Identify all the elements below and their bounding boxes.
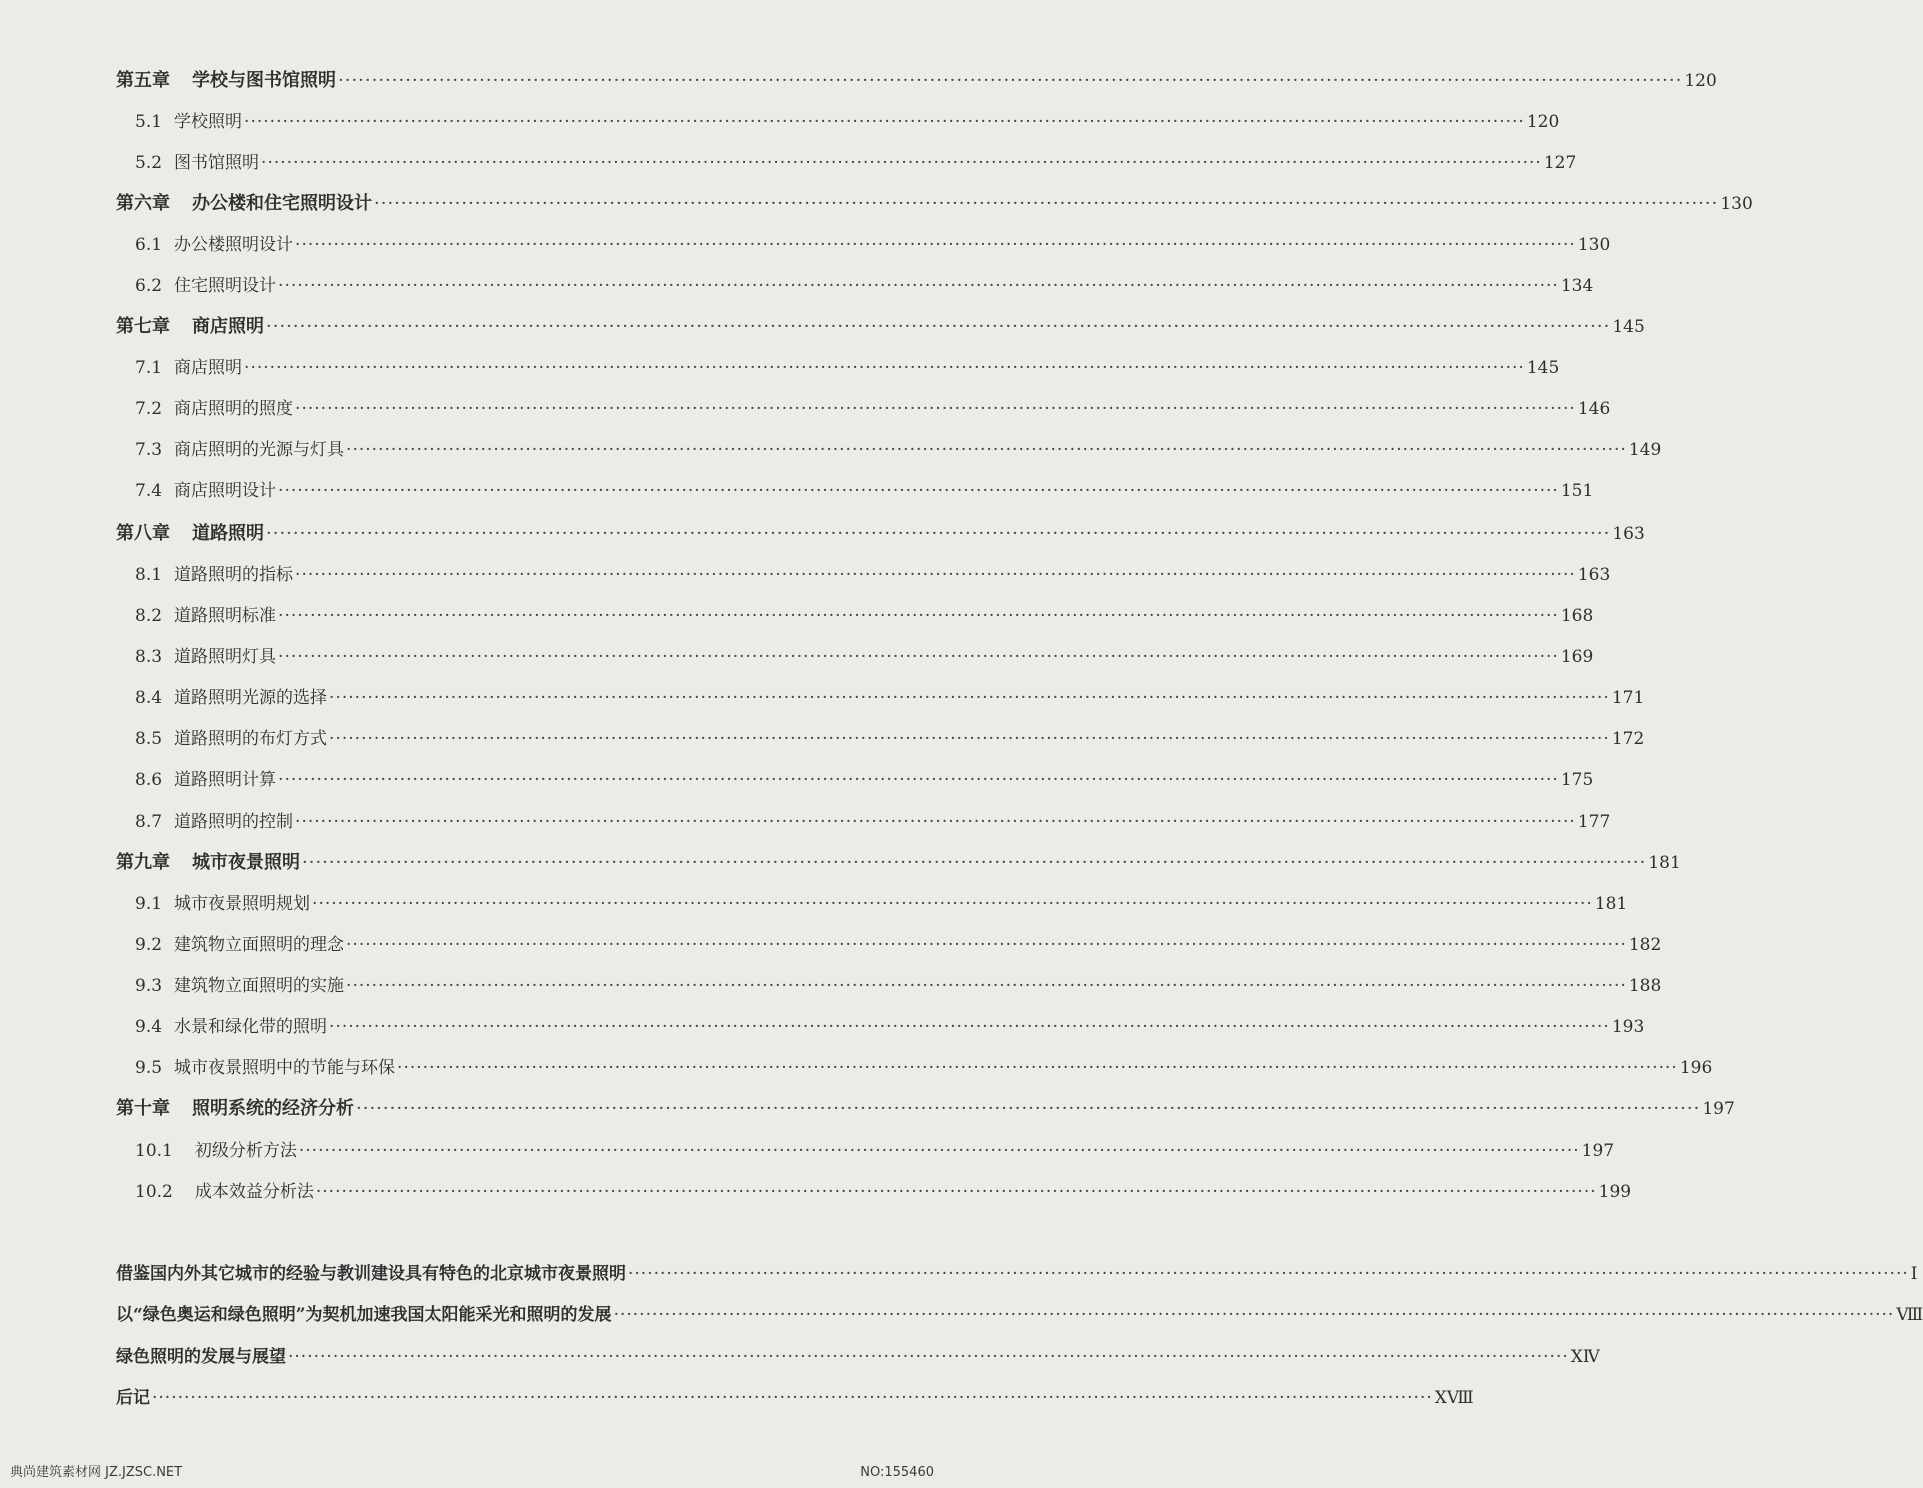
toc-entry-number: 6.1: [135, 235, 163, 255]
toc-dot-leader: ········································································································································································································: [315, 1182, 1597, 1202]
toc-dot-leader: ········································································································································································································: [628, 1264, 1909, 1284]
toc-entry-number: 7.2: [135, 399, 163, 419]
toc-dot-leader: ········································································································································································································: [312, 894, 1593, 914]
toc-page-number: 177: [1577, 812, 1611, 832]
toc-dot-leader: ········································································································································································································: [298, 1141, 1580, 1161]
toc-dot-leader: ········································································································································································································: [346, 440, 1627, 460]
toc-appendix-entry: [116, 1340, 1600, 1374]
toc-dot-leader: ········································································································································································································: [302, 852, 1647, 873]
toc-dot-leader: ········································································································································································································: [329, 688, 1610, 708]
toc-dot-leader: ········································································································································································································: [244, 358, 1525, 378]
toc-chapter-entry: [116, 517, 1645, 551]
toc-page-number: 145: [1612, 317, 1645, 337]
toc-entry-title: 学校照明: [174, 112, 243, 132]
toc-dot-leader: ········································································································································································································: [295, 235, 1576, 255]
toc-entry-title: 住宅照明设计: [174, 276, 277, 296]
toc-section-entry: [135, 474, 1594, 508]
toc-page-number: 130: [1577, 235, 1611, 255]
toc-chapter-entry: [116, 846, 1681, 880]
toc-entry-number: 第八章: [116, 523, 170, 544]
toc-page-number: 149: [1628, 440, 1662, 460]
toc-entry-title: 以“绿色奥运和绿色照明”为契机加速我国太阳能采光和照明的发展: [116, 1305, 612, 1325]
toc-entry-title: 城市夜景照明: [192, 852, 300, 873]
toc-page-number: 146: [1577, 399, 1611, 419]
toc-page-number: 171: [1611, 688, 1645, 708]
toc-section-entry: [135, 805, 1611, 839]
toc-section-entry: [135, 392, 1611, 426]
toc-section-entry: [135, 1051, 1713, 1085]
toc-page-number: 196: [1679, 1058, 1713, 1078]
toc-section-entry: [135, 558, 1611, 592]
toc-entry-number: 8.3: [135, 647, 163, 667]
toc-page-number: 181: [1594, 894, 1628, 914]
toc-page-number: 120: [1684, 71, 1717, 91]
toc-section-entry: [135, 146, 1577, 180]
toc-page-number: 197: [1581, 1141, 1615, 1161]
toc-chapter-entry: [116, 187, 1753, 221]
toc-entry-title: 办公楼照明设计: [174, 235, 294, 255]
watermark-site: 典尚建筑素材网 JZ.JZSC.NET: [10, 1465, 183, 1480]
toc-page-number: 163: [1612, 524, 1645, 544]
toc-section-entry: [135, 763, 1594, 797]
toc-chapter-entry: [116, 1092, 1735, 1126]
toc-appendix-entry: [116, 1257, 1918, 1291]
toc-page-number: Ⅰ: [1910, 1264, 1918, 1284]
toc-entry-title: 商店照明: [192, 316, 264, 337]
toc-page-number: 182: [1628, 935, 1662, 955]
toc-entry-title: 道路照明灯具: [174, 647, 277, 667]
toc-entry-number: 5.2: [135, 153, 163, 173]
toc-section-entry: [135, 887, 1628, 921]
toc-entry-title: 道路照明标准: [174, 606, 277, 626]
toc-entry-title: 办公楼和住宅照明设计: [192, 193, 372, 214]
toc-entry-number: 8.5: [135, 729, 163, 749]
toc-entry-title: 商店照明的光源与灯具: [174, 440, 345, 460]
toc-entry-number: 8.7: [135, 812, 163, 832]
toc-section-entry: [135, 351, 1560, 385]
toc-page-number: 199: [1598, 1182, 1632, 1202]
toc-dot-leader: ········································································································································································································: [346, 976, 1627, 996]
toc-section-entry: [135, 599, 1594, 633]
toc-page-number: 193: [1611, 1017, 1645, 1037]
toc-entry-number: 9.2: [135, 935, 163, 955]
toc-section-entry: [135, 722, 1645, 756]
watermark-number: NO:155460: [860, 1465, 934, 1480]
toc-entry-number: 9.1: [135, 894, 163, 914]
toc-entry-number: 10.2: [135, 1182, 173, 1202]
toc-entry-title: 建筑物立面照明的理念: [174, 935, 345, 955]
toc-page-number: Ⅷ: [1896, 1305, 1923, 1325]
toc-entry-title: 商店照明的照度: [174, 399, 294, 419]
toc-page-number: ⅩⅣ: [1570, 1347, 1600, 1367]
toc-entry-title: 城市夜景照明中的节能与环保: [174, 1058, 396, 1078]
toc-dot-leader: ········································································································································································································: [338, 70, 1683, 91]
toc-dot-leader: ········································································································································································································: [295, 399, 1576, 419]
toc-entry-title: 道路照明光源的选择: [174, 688, 328, 708]
toc-dot-leader: ········································································································································································································: [278, 770, 1559, 790]
toc-entry-number: 6.2: [135, 276, 163, 296]
toc-entry-title: 商店照明: [174, 358, 243, 378]
toc-section-entry: [135, 928, 1662, 962]
toc-entry-title: 照明系统的经济分析: [192, 1098, 354, 1119]
toc-entry-title: 图书馆照明: [174, 153, 260, 173]
toc-dot-leader: ········································································································································································································: [278, 276, 1559, 296]
toc-entry-number: 9.3: [135, 976, 163, 996]
toc-entry-number: 8.4: [135, 688, 163, 708]
toc-chapter-entry: [116, 310, 1645, 344]
toc-page-number: 127: [1543, 153, 1577, 173]
toc-dot-leader: ········································································································································································································: [288, 1347, 1569, 1367]
toc-page-number: 181: [1648, 853, 1681, 873]
toc-entry-title: 建筑物立面照明的实施: [174, 976, 345, 996]
toc-entry-number: 7.1: [135, 358, 163, 378]
toc-entry-title: 后记: [116, 1388, 150, 1408]
toc-dot-leader: ········································································································································································································: [266, 523, 1611, 544]
toc-dot-leader: ········································································································································································································: [295, 812, 1576, 832]
toc-entry-number: 9.5: [135, 1058, 163, 1078]
toc-dot-leader: ········································································································································································································: [152, 1388, 1433, 1408]
toc-entry-number: 10.1: [135, 1141, 173, 1161]
toc-appendix-entry: [116, 1381, 1474, 1415]
toc-entry-title: 道路照明计算: [174, 770, 277, 790]
toc-entry-title: 道路照明的布灯方式: [174, 729, 328, 749]
toc-entry-number: 第十章: [116, 1098, 170, 1119]
toc-page-number: 134: [1560, 276, 1594, 296]
toc-section-entry: [135, 969, 1662, 1003]
toc-entry-number: 第六章: [116, 193, 170, 214]
toc-entry-title: 道路照明: [192, 523, 264, 544]
toc-section-entry: [135, 105, 1560, 139]
toc-entry-number: 8.6: [135, 770, 163, 790]
toc-dot-leader: ········································································································································································································: [329, 729, 1610, 749]
toc-entry-title: 水景和绿化带的照明: [174, 1017, 328, 1037]
toc-entry-title: 商店照明设计: [174, 481, 277, 501]
toc-page-number: 120: [1526, 112, 1560, 132]
toc-entry-title: 初级分析方法: [194, 1141, 297, 1161]
toc-page-number: 130: [1720, 194, 1753, 214]
toc-appendix-entry: [116, 1298, 1923, 1332]
toc-section-entry: [135, 269, 1594, 303]
toc-entry-number: 8.1: [135, 565, 163, 585]
toc-chapter-entry: [116, 64, 1717, 98]
toc-dot-leader: ········································································································································································································: [261, 153, 1542, 173]
toc-page-number: 163: [1577, 565, 1611, 585]
toc-entry-number: 第九章: [116, 852, 170, 873]
toc-section-entry: [135, 1010, 1645, 1044]
toc-entry-title: 城市夜景照明规划: [174, 894, 311, 914]
toc-entry-number: 9.4: [135, 1017, 163, 1037]
toc-dot-leader: ········································································································································································································: [374, 193, 1719, 214]
toc-entry-number: 7.3: [135, 440, 163, 460]
toc-section-entry: [135, 640, 1594, 674]
toc-entry-title: 成本效益分析法: [194, 1182, 314, 1202]
toc-entry-number: 7.4: [135, 481, 163, 501]
toc-page-number: 151: [1560, 481, 1594, 501]
toc-dot-leader: ········································································································································································································: [244, 112, 1525, 132]
toc-dot-leader: ········································································································································································································: [613, 1305, 1895, 1325]
toc-entry-title: 借鉴国内外其它城市的经验与教训建设具有特色的北京城市夜景照明: [116, 1264, 626, 1284]
toc-entry-number: 第七章: [116, 316, 170, 337]
toc-entry-number: 第五章: [116, 70, 170, 91]
toc-section-entry: [135, 228, 1611, 262]
toc-section-entry: [135, 1134, 1615, 1168]
toc-page-number: 169: [1560, 647, 1594, 667]
toc-entry-number: 5.1: [135, 112, 163, 132]
toc-dot-leader: ········································································································································································································: [329, 1017, 1610, 1037]
toc-entry-title: 道路照明的指标: [174, 565, 294, 585]
toc-entry-title: 学校与图书馆照明: [192, 70, 336, 91]
toc-page-number: 188: [1628, 976, 1662, 996]
toc-dot-leader: ········································································································································································································: [266, 316, 1611, 337]
toc-entry-title: 道路照明的控制: [174, 812, 294, 832]
toc-section-entry: [135, 433, 1662, 467]
toc-dot-leader: ········································································································································································································: [356, 1098, 1701, 1119]
toc-page-number: 197: [1702, 1099, 1735, 1119]
toc-page-number: 175: [1560, 770, 1594, 790]
toc-section-entry: [135, 1175, 1632, 1209]
toc-entry-title: 绿色照明的发展与展望: [116, 1347, 286, 1367]
toc-dot-leader: ········································································································································································································: [295, 565, 1576, 585]
toc-page-number: 172: [1611, 729, 1645, 749]
toc-section-entry: [135, 681, 1645, 715]
toc-page-number: 145: [1526, 358, 1560, 378]
toc-page-number: 168: [1560, 606, 1594, 626]
toc-dot-leader: ········································································································································································································: [397, 1058, 1678, 1078]
toc-entry-number: 8.2: [135, 606, 163, 626]
toc-dot-leader: ········································································································································································································: [278, 481, 1559, 501]
toc-page-number: ⅩⅧ: [1434, 1388, 1474, 1408]
toc-dot-leader: ········································································································································································································: [346, 935, 1627, 955]
toc-dot-leader: ········································································································································································································: [278, 647, 1559, 667]
toc-dot-leader: ········································································································································································································: [278, 606, 1559, 626]
